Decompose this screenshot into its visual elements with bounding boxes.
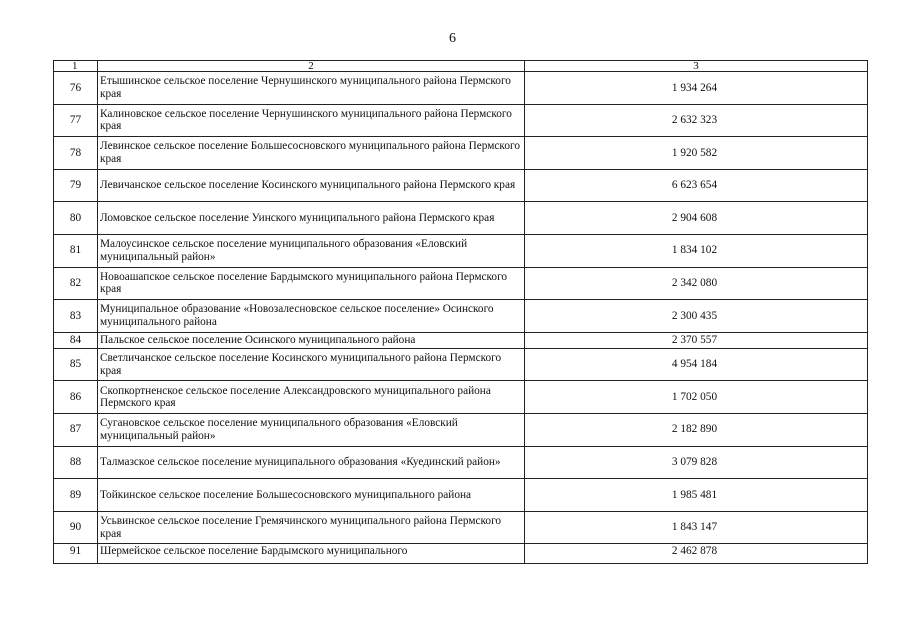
- amount-value: 1 934 264: [525, 72, 868, 105]
- row-number: 89: [54, 479, 98, 512]
- table-row: [54, 137, 868, 170]
- amount-value: 1 920 582: [525, 137, 868, 170]
- allocation-table: [53, 60, 868, 564]
- settlement-name: Калиновское сельское поселение Чернушинского муниципального района Пермского края: [98, 104, 525, 137]
- amount-value: 3 079 828: [525, 446, 868, 479]
- settlement-name: Тойкинское сельское поселение Большесосновского муниципального района: [98, 479, 525, 512]
- settlement-name: Муниципальное образование «Новозалесновское сельское поселение» Осинского муниципального района: [98, 300, 525, 333]
- amount-value: 2 462 878: [525, 544, 868, 564]
- table-row: [54, 72, 868, 105]
- row-number: 91: [54, 544, 98, 564]
- amount-value: 2 342 080: [525, 267, 868, 300]
- settlement-name: Ломовское сельское поселение Уинского муниципального района Пермского края: [98, 202, 525, 235]
- table-row: [54, 348, 868, 381]
- settlement-name: Светличанское сельское поселение Косинского муниципального района Пермского края: [98, 348, 525, 381]
- row-number: 86: [54, 381, 98, 414]
- settlement-name: Пальское сельское поселение Осинского муниципального района: [98, 332, 525, 348]
- amount-value: 2 370 557: [525, 332, 868, 348]
- table-row: [54, 300, 868, 333]
- table-row: [54, 446, 868, 479]
- page-number: 6: [449, 31, 456, 46]
- table-row: [54, 169, 868, 202]
- table-row: [54, 511, 868, 544]
- settlement-name: Скопкортненское сельское поселение Александровского муниципального района Пермского края: [98, 381, 525, 414]
- amount-value: 2 904 608: [525, 202, 868, 235]
- amount-value: 2 182 890: [525, 413, 868, 446]
- row-number: 84: [54, 332, 98, 348]
- settlement-name: Талмазское сельское поселение муниципального образования «Куединский район»: [98, 446, 525, 479]
- column-header-3: 3: [525, 61, 868, 72]
- row-number: 87: [54, 413, 98, 446]
- settlement-name: Левинское сельское поселение Большесосновского муниципального района Пермского края: [98, 137, 525, 170]
- row-number: 80: [54, 202, 98, 235]
- settlement-name: Сугановское сельское поселение муниципального образования «Еловский муниципальный район»: [98, 413, 525, 446]
- table-row: [54, 267, 868, 300]
- column-header-1: 1: [54, 61, 98, 72]
- amount-value: 1 985 481: [525, 479, 868, 512]
- table-row: [54, 332, 868, 348]
- settlement-name: Малоусинское сельское поселение муниципального образования «Еловский муниципальный район»: [98, 234, 525, 267]
- amount-value: 1 843 147: [525, 511, 868, 544]
- row-number: 90: [54, 511, 98, 544]
- row-number: 77: [54, 104, 98, 137]
- settlement-name: Новоашапское сельское поселение Бардымского муниципального района Пермского края: [98, 267, 525, 300]
- row-number: 81: [54, 234, 98, 267]
- amount-value: 1 702 050: [525, 381, 868, 414]
- row-number: 85: [54, 348, 98, 381]
- settlement-name: Левичанское сельское поселение Косинского муниципального района Пермского края: [98, 169, 525, 202]
- row-number: 82: [54, 267, 98, 300]
- table-row: [54, 544, 868, 564]
- column-header-2: 2: [98, 61, 525, 72]
- amount-value: 2 300 435: [525, 300, 868, 333]
- table-row: [54, 381, 868, 414]
- table-row: [54, 202, 868, 235]
- table-header-row: [54, 61, 868, 72]
- amount-value: 2 632 323: [525, 104, 868, 137]
- amount-value: 4 954 184: [525, 348, 868, 381]
- row-number: 88: [54, 446, 98, 479]
- row-number: 76: [54, 72, 98, 105]
- table-row: [54, 479, 868, 512]
- row-number: 78: [54, 137, 98, 170]
- table-row: [54, 234, 868, 267]
- row-number: 83: [54, 300, 98, 333]
- settlement-name: Етышинское сельское поселение Чернушинского муниципального района Пермского края: [98, 72, 525, 105]
- row-number: 79: [54, 169, 98, 202]
- settlement-name: Усьвинское сельское поселение Гремячинского муниципального района Пермского края: [98, 511, 525, 544]
- amount-value: 6 623 654: [525, 169, 868, 202]
- table-row: [54, 104, 868, 137]
- table-row: [54, 413, 868, 446]
- settlement-name: Шермейское сельское поселение Бардымского муниципального: [98, 544, 525, 564]
- amount-value: 1 834 102: [525, 234, 868, 267]
